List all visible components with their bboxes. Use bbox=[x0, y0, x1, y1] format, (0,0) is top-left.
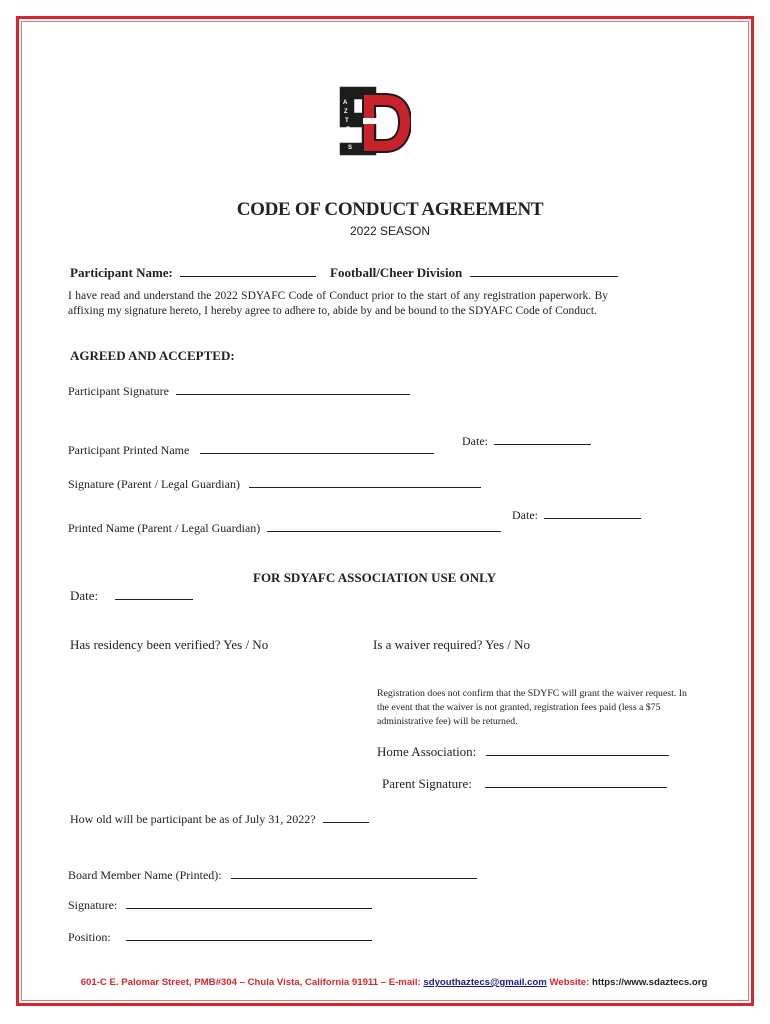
participant-printed-name-field[interactable] bbox=[200, 443, 434, 454]
footer-website-link[interactable]: https://www.sdaztecs.org bbox=[591, 977, 708, 988]
association-heading: FOR SDYAFC ASSOCIATION USE ONLY bbox=[253, 570, 496, 585]
participant-date-row bbox=[462, 434, 591, 449]
board-signature-row bbox=[68, 898, 372, 913]
participant-signature-label: Participant Signature bbox=[68, 384, 169, 398]
guardian-printed-name-label: Printed Name (Parent / Legal Guardian) bbox=[68, 521, 261, 535]
association-date-label: Date: bbox=[70, 588, 99, 603]
svg-text:T: T bbox=[345, 118, 349, 124]
participant-name-label: Participant Name: bbox=[70, 265, 173, 280]
svg-text:E: E bbox=[346, 127, 351, 133]
guardian-date-field[interactable] bbox=[544, 508, 641, 519]
parent-signature-field[interactable] bbox=[485, 777, 667, 788]
board-member-label: Board Member Name (Printed): bbox=[68, 868, 222, 882]
participant-date-field[interactable] bbox=[494, 434, 591, 445]
board-signature-field[interactable] bbox=[126, 898, 372, 909]
agreed-heading: AGREED AND ACCEPTED: bbox=[70, 348, 235, 363]
age-question-label: How old will be participant be as of July 31, 2022? bbox=[70, 812, 316, 826]
guardian-signature-label: Signature (Parent / Legal Guardian) bbox=[68, 477, 240, 491]
participant-signature-field[interactable] bbox=[176, 384, 410, 395]
age-question-row bbox=[70, 812, 369, 827]
season-label: 2022 SEASON bbox=[349, 224, 431, 238]
division-label: Football/Cheer Division bbox=[330, 265, 463, 280]
aztecs-logo-icon bbox=[333, 82, 411, 160]
footer-address: 601-C E. Palomar Street, PMB#304 – Chula Vista, California 91911 – E-mail: bbox=[80, 977, 421, 988]
position-row bbox=[68, 930, 372, 945]
parent-signature-row bbox=[382, 776, 667, 792]
guardian-date-label: Date: bbox=[512, 508, 538, 522]
guardian-date-row bbox=[512, 508, 641, 523]
position-field[interactable] bbox=[126, 930, 372, 941]
waiver-question: Is a waiver required? Yes / No bbox=[373, 637, 531, 652]
guardian-printed-name-row bbox=[68, 521, 501, 536]
participant-signature-row bbox=[68, 384, 410, 399]
residency-question: Has residency been verified? Yes / No bbox=[70, 637, 269, 652]
home-association-label: Home Association: bbox=[377, 744, 477, 759]
position-label: Position: bbox=[68, 930, 111, 944]
board-member-field[interactable] bbox=[231, 868, 477, 879]
footer-email-link[interactable]: sdyouthaztecs@gmail.com bbox=[423, 977, 547, 988]
parent-signature-label: Parent Signature: bbox=[382, 776, 472, 791]
guardian-signature-row bbox=[68, 477, 481, 492]
guardian-printed-name-field[interactable] bbox=[267, 521, 501, 532]
board-signature-label: Signature: bbox=[68, 898, 118, 912]
footer bbox=[0, 977, 770, 988]
participant-date-label: Date: bbox=[462, 434, 488, 448]
board-member-row bbox=[68, 868, 477, 883]
participant-printed-name-row bbox=[68, 443, 434, 458]
svg-text:Z: Z bbox=[344, 109, 348, 115]
age-field[interactable] bbox=[323, 812, 369, 823]
waiver-note: Registration does not confirm that the SDYFC will grant the waiver request. In the event that the waiver is not granted, registration fees paid (less a $75 administrative fee) will be returned. bbox=[377, 688, 687, 727]
agreement-paragraph: I have read and understand the 2022 SDYAFC Code of Conduct prior to the start of any registration paperwork. By affixing my signature hereto, I hereby agree to adhere to, abide by and be bound to the SDYAFC Code of Conduct. bbox=[68, 290, 608, 317]
association-date-field[interactable] bbox=[115, 589, 193, 600]
home-association-row bbox=[377, 744, 669, 760]
home-association-field[interactable] bbox=[486, 745, 669, 756]
division-field[interactable] bbox=[470, 266, 618, 277]
svg-text:C: C bbox=[347, 136, 352, 142]
participant-printed-name-label: Participant Printed Name bbox=[68, 443, 190, 457]
association-date-row bbox=[70, 588, 193, 604]
svg-text:S: S bbox=[348, 145, 353, 151]
footer-website-label: Website: bbox=[549, 977, 590, 988]
document-title: CODE OF CONDUCT AGREEMENT bbox=[236, 199, 544, 220]
division-row bbox=[330, 265, 618, 281]
guardian-signature-field[interactable] bbox=[249, 477, 481, 488]
svg-text:A: A bbox=[343, 100, 348, 106]
participant-name-row bbox=[70, 265, 316, 281]
participant-name-field[interactable] bbox=[180, 266, 316, 277]
